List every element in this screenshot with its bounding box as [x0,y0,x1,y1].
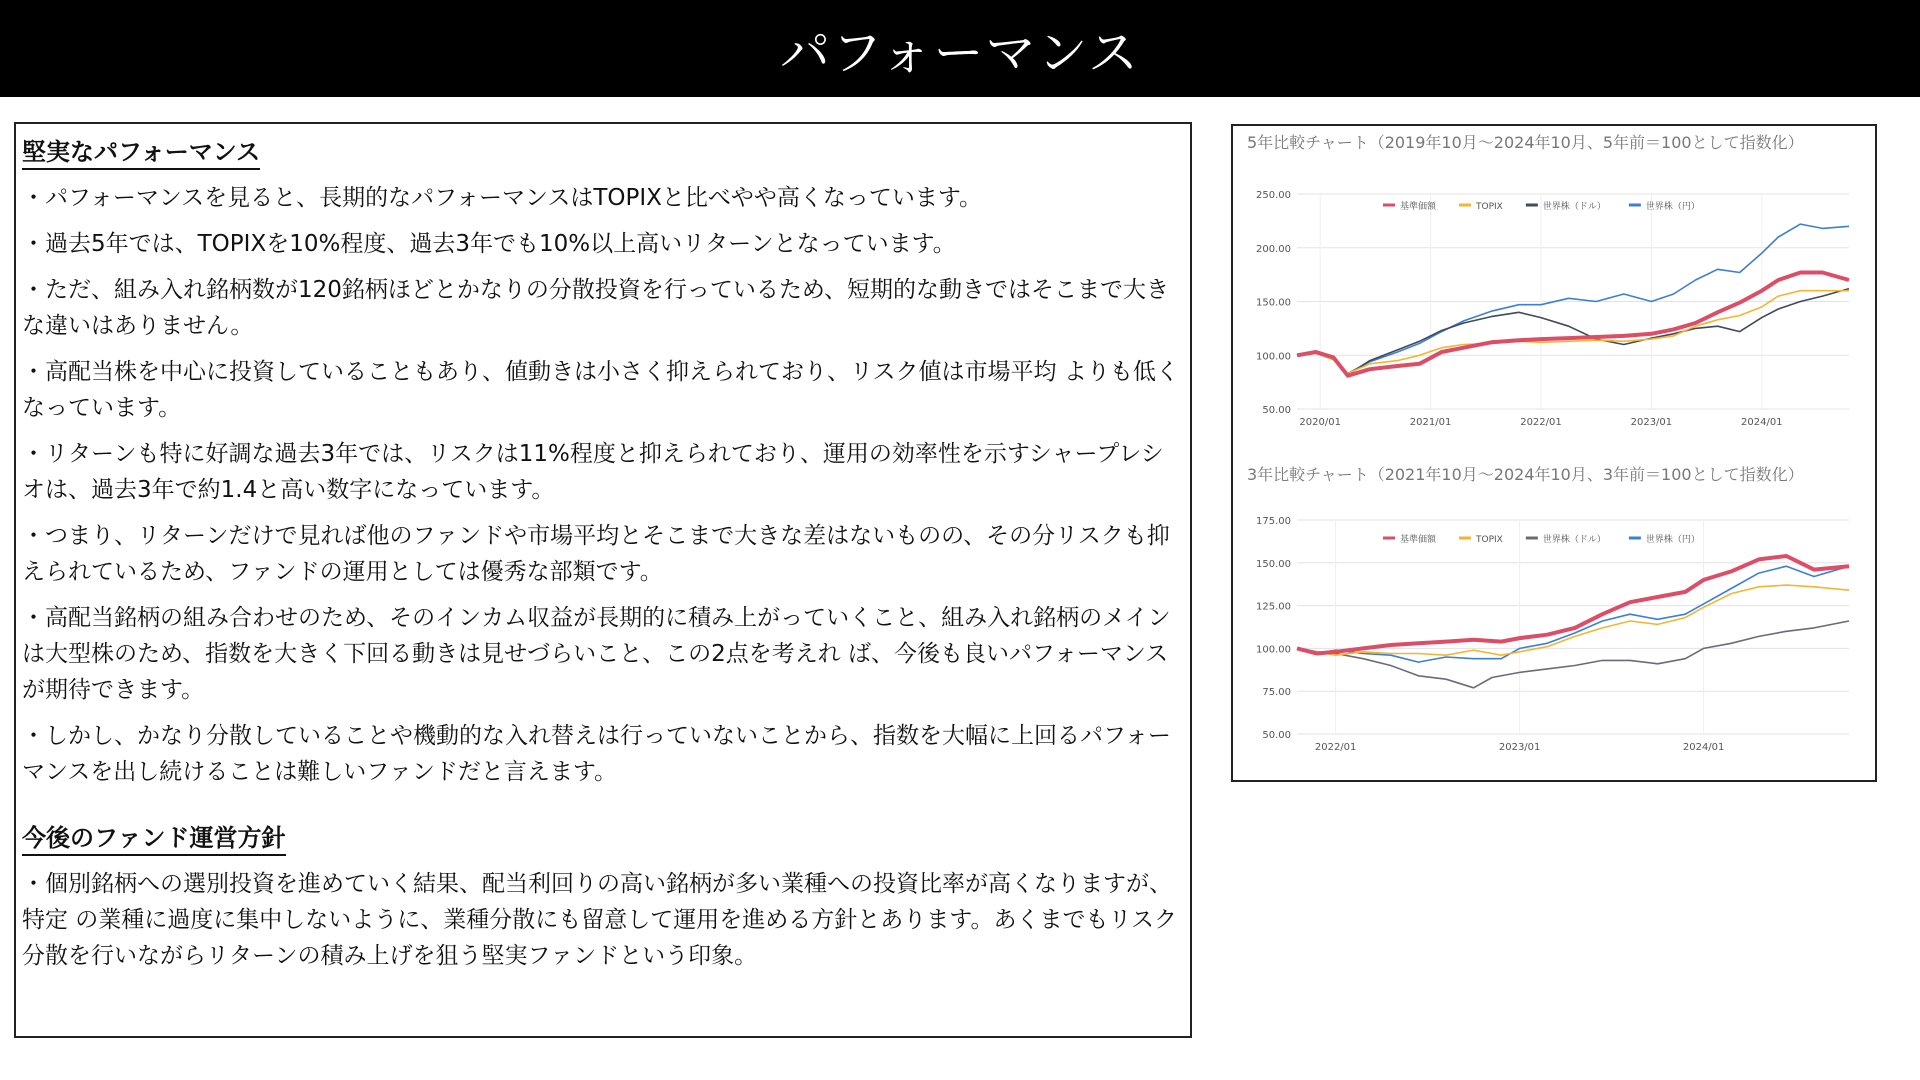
x-tick-label: 2023/01 [1630,417,1673,428]
section-body-fund-policy [22,866,1184,974]
legend-label: TOPIX [1476,535,1503,545]
paragraph: ・リターンも特に好調な過去3年では、リスクは11%程度と抑えられており、運用の効率性を示すシャープレシオは、過去3年で約1.4と高い数字になっています。 [22,441,1164,503]
y-tick-label: 100.00 [1256,644,1291,656]
x-tick-label: 2023/01 [1498,742,1541,753]
y-tick-label: 75.00 [1262,687,1291,699]
x-tick-label: 2022/01 [1520,417,1562,428]
legend-label: 世界株（円） [1645,535,1700,545]
chart-5-year [1243,134,1863,449]
paragraph: ・つまり、リターンだけで見れば他のファンドや市場平均とそこまで大きな差はないものの、その分リスクも抑えられているため、ファンドの運用としては優秀な部類です。 [22,523,1170,585]
y-tick-label: 250.00 [1256,190,1291,201]
paragraph: ・しかし、かなり分散していることや機動的な入れ替えは行っていないことから、指数を大幅に上回るパフォーマンスを出し続けることは難しいファンドだと言えます。 [22,723,1171,785]
legend-label: 世界株（ドル） [1542,535,1606,545]
line-chart-5-year [1243,168,1863,453]
y-tick-label: 100.00 [1256,351,1291,363]
legend-label: 世界株（ドル） [1542,202,1606,212]
y-tick-label: 150.00 [1256,297,1291,309]
y-tick-label: 50.00 [1262,405,1291,416]
page-title: パフォーマンス [0,0,1920,97]
chart-3-year [1243,466,1863,781]
section-heading-fund-policy: 今後のファンド運営方針 [22,822,286,856]
paragraph: ・パフォーマンスを見ると、長期的なパフォーマンスはTOPIXと比べやや高くなっています。 [22,185,983,211]
y-tick-label: 175.00 [1256,516,1291,527]
section-spacer [22,800,1184,818]
paragraph: ・高配当銘柄の組み合わせのため、そのインカム収益が長期的に積み上がっていくこと、組み入れ銘柄のメインは大型株のため、指数を大きく下回る動きは見せづらいこと、この2点を考えれ ば、今後も良いパフォーマンスが期待できます。 [22,605,1171,703]
x-tick-label: 2024/01 [1682,742,1725,753]
legend-label: 世界株（円） [1645,202,1700,212]
y-tick-label: 125.00 [1256,601,1291,613]
series-line [1297,273,1849,376]
chart-title: 3年比較チャート（2021年10月～2024年10月、3年前＝100として指数化） [1247,465,1804,484]
charts-panel [1231,124,1877,782]
paragraph: ・ただ、組み入れ銘柄数が120銘柄ほどとかなりの分散投資を行っているため、短期的な動きではそこまで大きな違いはありません。 [22,277,1169,339]
series-line [1297,224,1849,373]
x-tick-label: 2022/01 [1314,742,1357,753]
y-tick-label: 150.00 [1256,558,1291,570]
chart-title: 5年比較チャート（2019年10月～2024年10月、5年前＝100として指数化） [1247,133,1804,152]
x-tick-label: 2021/01 [1409,417,1452,428]
paragraph: ・高配当株を中心に投資していることもあり、値動きは小さく抑えられており、リスク値は市場平均 よりも低くなっています。 [22,359,1179,421]
x-tick-label: 2020/01 [1299,417,1341,428]
section-body-solid-performance [22,180,1184,790]
x-tick-label: 2024/01 [1741,417,1783,428]
legend-label: 基準価額 [1400,202,1437,212]
y-tick-label: 50.00 [1262,730,1291,741]
commentary-panel [14,122,1192,1038]
legend-label: 基準価額 [1400,535,1437,545]
line-chart-3-year [1243,502,1863,787]
paragraph: ・過去5年では、TOPIXを10%程度、過去3年でも10%以上高いリターンとなっています。 [22,231,956,257]
section-heading-solid-performance: 堅実なパフォーマンス [22,136,260,170]
legend-label: TOPIX [1476,202,1503,212]
y-tick-label: 200.00 [1256,243,1291,255]
series-line [1297,291,1849,374]
paragraph: ・個別銘柄への選別投資を進めていく結果、配当利回りの高い銘柄が多い業種への投資比率が高くなりますが、特定 の業種に過度に集中しないように、業種分散にも留意して運用を進める方針とあります。あくまでもリスク分散を行いながらリターンの積み上げを狙う堅実ファンドという印象。 [22,871,1178,969]
